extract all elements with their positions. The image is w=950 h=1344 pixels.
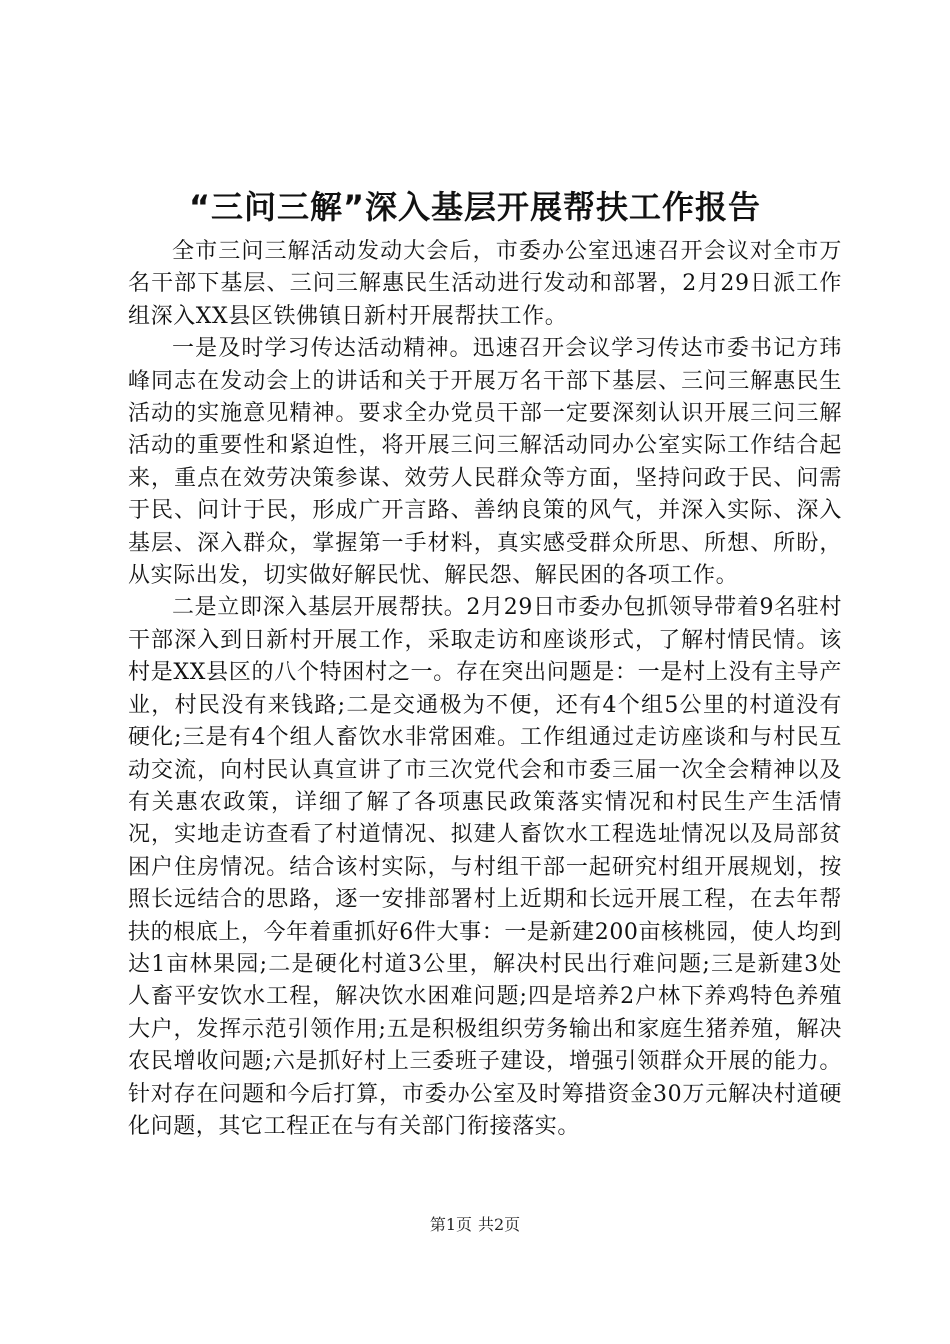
page-footer (0, 1213, 950, 1237)
document-body (128, 236, 842, 1143)
paragraph-point-one: 一是及时学习传达活动精神。迅速召开会议学习传达市委书记方玮峰同志在发动会上的讲话和关于开展万名干部下基层、三问三解惠民生活动的实施意见精神。要求全办党员干部一定要深刻认识开展三问三解活动的重要性和紧迫性，将开展三问三解活动同办公室实际工作结合起来，重点在效劳决策参谋、效劳人民群众等方面，坚持问政于民、问需于民、问计于民，形成广开言路、善纳良策的风气，并深入实际、深入基层、深入群众，掌握第一手材料，真实感受群众所思、所想、所盼，从实际出发，切实做好解民忧、解民怨、解民困的各项工作。 (128, 336, 842, 589)
page-number: 第1页 (429, 1215, 472, 1234)
paragraph-point-two: 二是立即深入基层开展帮扶。2月29日市委办包抓领导带着9名驻村干部深入到日新村开展工作，采取走访和座谈形式，了解村情民情。该村是XX县区的八个特困村之一。存在突出问题是：一是村上没有主导产业，村民没有来钱路;二是交通极为不便，还有4个组5公里的村道没有硬化;三是有4个组人畜饮水非常困难。工作组通过走访座谈和与村民互动交流，向村民认真宣讲了市三次党代会和市委三届一次全会精神以及有关惠农政策，详细了解了各项惠民政策落实情况和村民生产生活情况，实地走访查看了村道情况、拟建人畜饮水工程选址情况以及局部贫困户住房情况。结合该村实际，与村组干部一起研究村组开展规划，按照长远结合的思路，逐一安排部署村上近期和长远开展工程，在去年帮扶的根底上，今年着重抓好6件大事：一是新建200亩核桃园，使人均到达1亩林果园;二是硬化村道3公里，解决村民出行难问题;三是新建3处人畜平安饮水工程，解决饮水困难问题;四是培养2户林下养鸡特色养殖大户，发挥示范引领作用;五是积极组织劳务输出和家庭生猪养殖，解决农民增收问题;六是抓好村上三委班子建设，增强引领群众开展的能力。针对存在问题和今后打算，市委办公室及时筹措资金30万元解决村道硬化问题，其它工程正在与有关部门衔接落实。 (128, 595, 842, 1139)
document-title: “三问三解”深入基层开展帮扶工作报告 (188, 188, 762, 226)
paragraph-intro: 全市三问三解活动发动大会后，市委办公室迅速召开会议对全市万名干部下基层、三问三解惠民生活动进行发动和部署，2月29日派工作组深入XX县区铁佛镇日新村开展帮扶工作。 (128, 239, 842, 329)
page-total: 共2页 (478, 1215, 521, 1234)
